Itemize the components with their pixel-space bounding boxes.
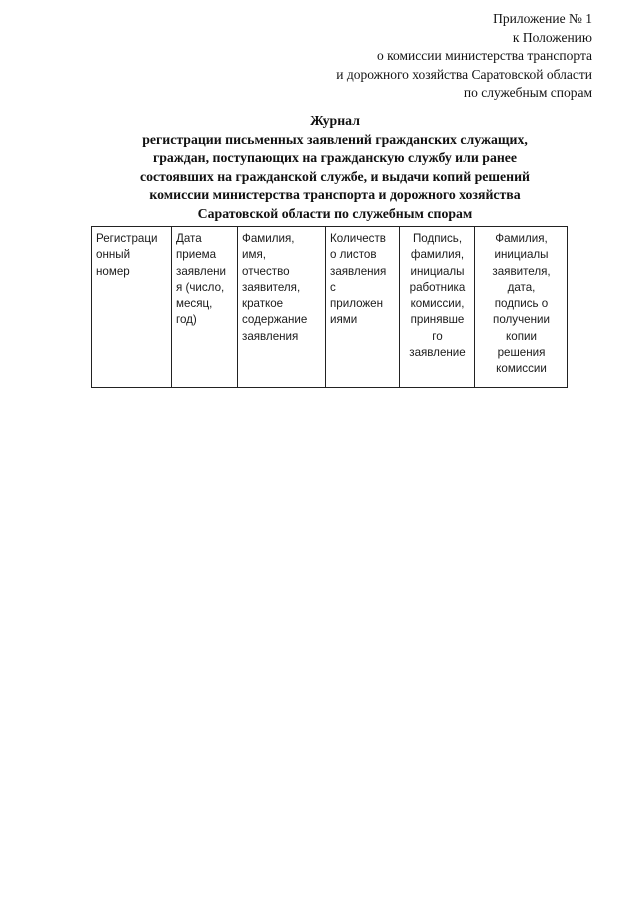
header-cell-line: фамилия, [410,248,465,262]
header-cell-line: приложен [330,297,384,311]
table-header-row [92,227,568,388]
header-cell-line: Фамилия, [242,232,295,245]
header-cell-line: с [330,280,336,294]
appendix-line: и дорожного хозяйства Саратовской области [336,66,592,82]
header-cell-line: год) [176,313,197,327]
header-cell-line: принявше [410,313,465,327]
header-cell-line: копии [506,329,537,343]
appendix-line: о комиссии министерства транспорта [377,48,592,64]
header-cell-line: Дата [176,232,202,245]
appendix-line: к Положению [512,29,592,45]
header-cell-line: о листов [330,248,377,262]
header-cell-line: дата, [507,280,536,294]
header-cell-line: Регистраци [96,232,158,245]
header-cell-line: Количеств [330,232,386,245]
header-cell-line: приема [176,248,217,262]
header-cell-line: Фамилия, [495,232,548,245]
header-cell-line: содержание [242,313,308,327]
header-cell-line: го [432,329,443,343]
appendix-line: Приложение № 1 [493,11,592,26]
header-cell-line: имя, [242,248,266,262]
header-cell-line: Подпись, [412,232,463,245]
header-cell-receiver-signature [400,227,475,388]
header-cell-line: иями [330,313,358,327]
header-cell-line: заявления [242,329,299,343]
header-cell-line: подпись о [494,297,549,311]
header-cell-receipt-date [172,227,238,388]
header-cell-line: получении [493,313,550,327]
appendix-line: по служебным спорам [463,85,592,101]
title-line: состоявших на гражданской службе, и выдачи копий решений [139,168,531,184]
header-cell-line: месяц, [176,297,213,311]
title-line: граждан, поступающих на гражданскую службу или ранее [152,150,518,165]
appendix-header [336,10,592,103]
header-cell-line: работника [409,280,466,294]
header-cell-line: отчество [242,264,290,278]
header-cell-line: я (число, [176,280,225,294]
header-cell-line: инициалы [494,248,549,262]
header-cell-line: решения [497,346,546,360]
header-cell-line: комиссии [496,362,547,376]
header-cell-copy-receipt [475,227,568,388]
title-line: регистрации письменных заявлений гражданских служащих, [142,131,528,147]
journal-table [91,226,568,388]
header-cell-line: инициалы [410,264,465,278]
header-cell-line: заявление [409,346,466,360]
header-cell-line: онный [96,248,131,262]
header-cell-registration-number [92,227,172,388]
header-cell-applicant-name [238,227,326,388]
header-cell-line: заявителя, [492,264,551,278]
document-title [90,112,580,223]
header-cell-sheet-count [326,227,400,388]
header-cell-line: комиссии, [410,297,465,311]
header-cell-line: краткое [242,297,284,311]
header-cell-line: заявлени [176,264,227,278]
title-line: комиссии министерства транспорта и дорожного хозяйства [149,187,521,202]
title-line: Журнал [310,113,360,128]
header-cell-line: заявления [330,264,387,278]
header-cell-line: заявителя, [242,280,301,294]
header-cell-line: номер [96,264,130,278]
title-line: Саратовской области по служебным спорам [197,205,473,221]
